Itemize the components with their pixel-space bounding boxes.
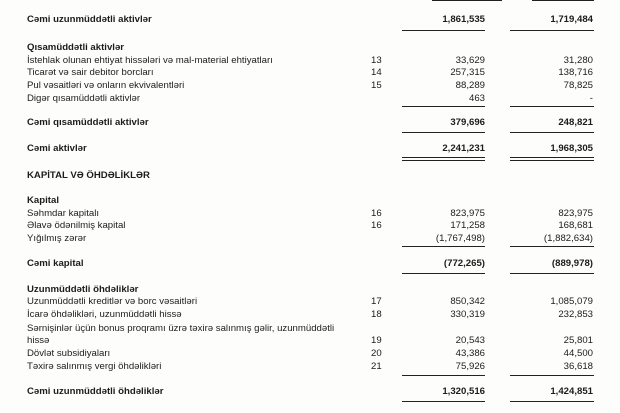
section-heading [0, 284, 620, 296]
rule [510, 401, 594, 402]
value-current-year: 33,629 [455, 55, 485, 66]
table-row [0, 208, 620, 220]
total-assets-row [0, 143, 620, 155]
value-prior-year: 1,424,851 [550, 386, 593, 397]
note-ref: 13 [371, 55, 382, 66]
top-rule-col1 [432, 0, 502, 1]
rule [402, 375, 485, 376]
value-prior-year: 36,618 [563, 361, 593, 372]
row-label: Cəmi qısamüddətli aktivlər [27, 117, 149, 128]
value-current-year: 330,319 [450, 309, 485, 320]
row-label: Sərnişinlər üçün bonus proqramı üzrə təxirə salınmış gəlir, uzunmüddətli [27, 323, 335, 334]
note-ref: 17 [371, 296, 382, 307]
table-row [0, 335, 620, 347]
rule [510, 30, 594, 31]
rule [402, 30, 485, 31]
table-row [0, 233, 620, 245]
note-ref: 20 [371, 348, 382, 359]
total-noncurrent-assets-row [0, 14, 620, 26]
table-row [0, 67, 620, 79]
row-label: Yığılmış zərər [27, 233, 87, 244]
row-label: Pul vəsaitləri və onların ekvivalentləri [27, 80, 185, 91]
value-current-year: 379,696 [450, 117, 485, 128]
total-capital-row [0, 258, 620, 270]
value-prior-year: 248,821 [558, 117, 593, 128]
row-label: Cəmi uzunmüddətli aktivlər [27, 14, 152, 25]
value-current-year: (772,265) [443, 258, 485, 269]
value-current-year: 823,975 [450, 208, 485, 219]
value-prior-year: 168,681 [558, 220, 593, 231]
value-current-year: 20,543 [455, 335, 485, 346]
section-heading [0, 170, 620, 182]
row-label: Səhmdar kapitalı [27, 208, 99, 219]
value-prior-year: 138,716 [558, 67, 593, 78]
value-prior-year: 78,825 [563, 80, 593, 91]
rule [510, 375, 594, 376]
value-current-year: (1,767,498) [435, 233, 485, 244]
table-row [0, 309, 620, 321]
table-row [0, 55, 620, 67]
row-label: İcarə öhdəlikləri, uzunmüddətli hissə [27, 309, 182, 320]
note-ref: 16 [371, 208, 382, 219]
heading-text: KAPİTAL VƏ ÖHDƏLİKLƏR [27, 170, 150, 181]
total-current-assets-row [0, 117, 620, 129]
value-prior-year: 1,968,305 [550, 143, 593, 154]
value-prior-year: 31,280 [563, 55, 593, 66]
value-current-year: 75,926 [455, 361, 485, 372]
value-prior-year: 1,085,079 [550, 296, 593, 307]
row-label: Əlavə ödənilmiş kapital [27, 220, 126, 231]
row-label: İstehlak olunan ehtiyat hissələri və mal-material ehtiyatları [27, 55, 273, 66]
table-row [0, 296, 620, 308]
rule [510, 106, 594, 107]
rule [402, 401, 485, 402]
rule [510, 246, 594, 247]
value-prior-year: - [589, 93, 593, 104]
note-ref: 21 [371, 361, 382, 372]
section-heading [0, 195, 620, 207]
value-prior-year: (1,882,634) [543, 233, 593, 244]
value-prior-year: 25,801 [563, 335, 593, 346]
row-label: Dövlət subsidiyaları [27, 348, 111, 359]
row-label: Digər qısamüddətli aktivlər [27, 93, 141, 104]
value-current-year: 850,342 [450, 296, 485, 307]
note-ref: 18 [371, 309, 382, 320]
row-label: Cəmi uzunmüddətli öhdəliklər [27, 386, 164, 397]
rule [402, 246, 485, 247]
table-row [0, 93, 620, 105]
heading-text: Qısamüddətli aktivlər [27, 42, 125, 53]
row-label: Ticarət və sair debitor borcları [27, 67, 154, 78]
double-rule [402, 157, 485, 161]
heading-text: Uzunmüddətli öhdəliklər [27, 284, 139, 295]
rule [510, 273, 594, 274]
value-current-year: 171,258 [450, 220, 485, 231]
table-row [0, 361, 620, 373]
value-prior-year: 232,853 [558, 309, 593, 320]
note-ref: 15 [371, 80, 382, 91]
value-current-year: 2,241,231 [442, 143, 485, 154]
value-current-year: 88,289 [455, 80, 485, 91]
value-prior-year: (889,978) [551, 258, 593, 269]
row-label: Cəmi kapital [27, 258, 84, 269]
value-current-year: 43,386 [455, 348, 485, 359]
heading-text: Kapital [27, 195, 59, 206]
note-ref: 14 [371, 67, 382, 78]
double-rule [510, 157, 594, 161]
value-current-year: 257,315 [450, 67, 485, 78]
value-prior-year: 1,719,484 [550, 14, 593, 25]
row-label: hissə [27, 335, 50, 346]
value-current-year: 1,861,535 [442, 14, 485, 25]
total-noncurrent-liabilities-row [0, 386, 620, 398]
top-rule-col2 [532, 0, 594, 1]
row-label: Təxirə salınmış vergi öhdəlikləri [27, 361, 162, 372]
rule [402, 132, 485, 133]
value-prior-year: 44,500 [563, 348, 593, 359]
table-row [0, 348, 620, 360]
row-label: Uzunmüddətli kreditlər və borc vəsaitləri [27, 296, 198, 307]
rule [402, 106, 485, 107]
value-current-year: 1,320,516 [442, 386, 485, 397]
note-ref: 16 [371, 220, 382, 231]
rule [510, 132, 594, 133]
note-ref: 19 [371, 335, 382, 346]
row-label: Cəmi aktivlər [27, 143, 87, 154]
section-heading [0, 42, 620, 54]
table-row [0, 80, 620, 92]
table-row [0, 220, 620, 232]
rule [402, 273, 485, 274]
value-current-year: 463 [468, 93, 485, 104]
table-row [0, 323, 620, 335]
value-prior-year: 823,975 [558, 208, 593, 219]
